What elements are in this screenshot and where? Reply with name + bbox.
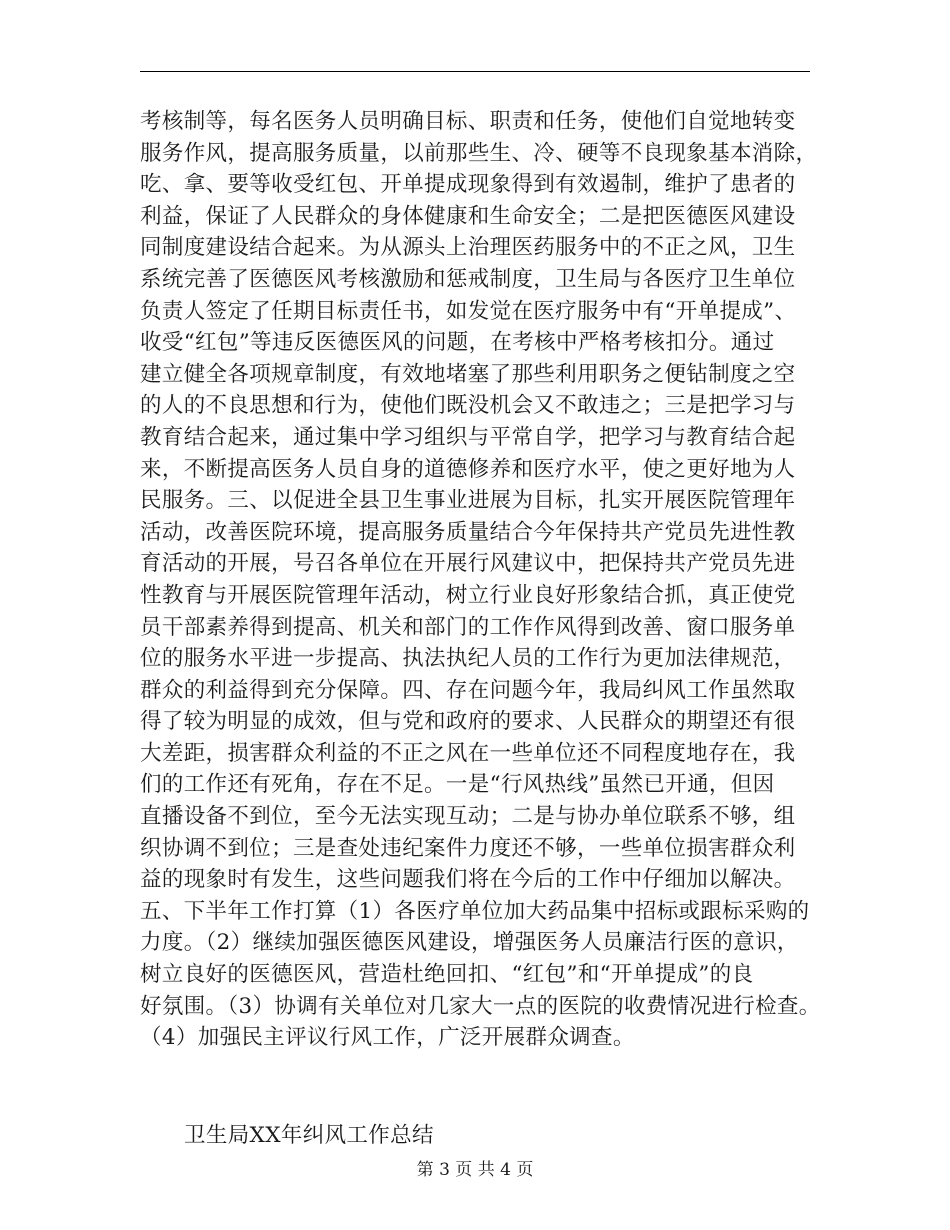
body-line: 得了较为明显的成效，但与党和政府的要求、人民群众的期望还有很 xyxy=(140,709,796,735)
body-line: 群众的利益得到充分保障。四、存在问题今年，我局纠风工作虽然取 xyxy=(140,677,796,703)
body-line: 位的服务水平进一步提高、执法执纪人员的工作行为更加法律规范， xyxy=(140,646,796,672)
body-line: 员干部素养得到提高、机关和部门的工作作风得到改善、窗口服务单 xyxy=(140,614,796,640)
body-line: 民服务。三、以促进全县卫生事业进展为目标，扎实开展医院管理年 xyxy=(140,488,796,514)
body-line: 性教育与开展医院管理年活动，树立行业良好形象结合抓，真正使党 xyxy=(140,582,796,608)
body-line: 服务作风，提高服务质量，以前那些生、冷、硬等不良现象基本消除， xyxy=(140,140,818,166)
body-line: 收受“红包”等违反医德医风的问题，在考核中严格考核扣分。通过 xyxy=(140,330,775,356)
body-line: 活动，改善医院环境，提高服务质量结合今年保持共产党员先进性教 xyxy=(140,519,796,545)
body-line: 考核制等，每名医务人员明确目标、职责和任务，使他们自觉地转变 xyxy=(140,109,796,134)
body-line: 吃、拿、要等收受红包、开单提成现象得到有效遏制，维护了患者的 xyxy=(140,172,796,198)
document-body xyxy=(140,106,830,1054)
body-line: 树立良好的医德医风，营造杜绝回扣、“红包”和“开单提成”的良 xyxy=(140,962,754,988)
body-line: 同制度建设结合起来。为从源头上治理医药服务中的不正之风，卫生 xyxy=(140,235,796,261)
body-line: 五、下半年工作打算（1）各医疗单位加大药品集中招标或跟标采购的 xyxy=(140,898,810,924)
body-line: 大差距，损害群众利益的不正之风在一些单位还不同程度地存在，我 xyxy=(140,740,796,766)
document-title: 卫生局XX年纠风工作总结 xyxy=(184,1123,434,1148)
body-line: 利益，保证了人民群众的身体健康和生命安全；二是把医德医风建设 xyxy=(140,203,796,229)
body-line: 建立健全各项规章制度，有效地堵塞了那些利用职务之便钻制度之空 xyxy=(140,361,796,387)
body-line: 直播设备不到位，至今无法实现互动；二是与协办单位联系不够，组 xyxy=(140,804,796,830)
page-number: 第 3 页 共 4 页 xyxy=(416,1160,534,1180)
body-line: 系统完善了医德医风考核激励和惩戒制度，卫生局与各医疗卫生单位 xyxy=(140,266,796,292)
body-line: （4）加强民主评议行风工作，广泛开展群众调查。 xyxy=(140,1025,635,1051)
body-line: 负责人签定了任期目标责任书，如发觉在医疗服务中有“开单提成”、 xyxy=(140,298,797,324)
body-line: 力度。（2）继续加强医德医风建设，增强医务人员廉洁行医的意识， xyxy=(140,930,799,956)
body-line: 教育结合起来，通过集中学习组织与平常自学，把学习与教育结合起 xyxy=(140,424,796,450)
body-line: 益的现象时有发生，这些问题我们将在今后的工作中仔细加以解决。 xyxy=(140,867,796,893)
body-line: 织协调不到位；三是查处违纪案件力度还不够，一些单位损害群众利 xyxy=(140,835,796,861)
body-line: 好氛围。（3）协调有关单位对几家大一点的医院的收费情况进行检查。 xyxy=(140,993,821,1019)
body-line: 育活动的开展，号召各单位在开展行风建议中，把保持共产党员先进 xyxy=(140,551,796,577)
body-line: 的人的不良思想和行为，使他们既没机会又不敢违之；三是把学习与 xyxy=(140,393,796,419)
body-line: 来，不断提高医务人员自身的道德修养和医疗水平，使之更好地为人 xyxy=(140,456,796,482)
header-rule xyxy=(140,71,810,72)
body-line: 们的工作还有死角，存在不足。一是“行风热线”虽然已开通，但因 xyxy=(140,772,775,798)
